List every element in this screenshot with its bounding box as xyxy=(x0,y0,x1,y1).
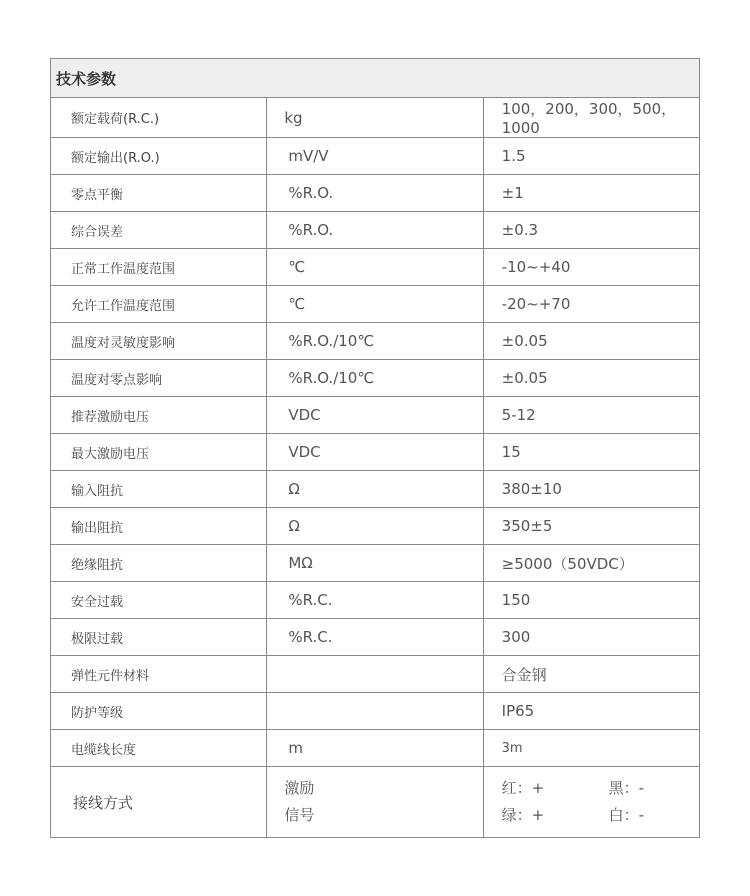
table-row xyxy=(51,286,700,323)
signal-positive: 绿：+ xyxy=(501,806,545,824)
param-unit xyxy=(267,656,483,693)
param-value: 100，200，300，500，1000 xyxy=(483,98,699,138)
wiring-units xyxy=(267,767,483,838)
table-row xyxy=(51,582,700,619)
table-row xyxy=(51,138,700,175)
wiring-name: 接线方式 xyxy=(51,767,267,838)
param-value: ±0.05 xyxy=(483,323,699,360)
param-name: 温度对灵敏度影响 xyxy=(51,323,267,360)
param-value: 300 xyxy=(483,619,699,656)
table-row xyxy=(51,508,700,545)
table-row xyxy=(51,212,700,249)
table-row xyxy=(51,249,700,286)
param-unit xyxy=(267,693,483,730)
table-header-row xyxy=(51,59,700,98)
table-row xyxy=(51,693,700,730)
param-name: 绝缘阻抗 xyxy=(51,545,267,582)
wiring-unit-signal: 信号 xyxy=(284,806,315,824)
table-row xyxy=(51,434,700,471)
param-value: 15 xyxy=(483,434,699,471)
signal-colors xyxy=(502,802,699,829)
param-value: 5-12 xyxy=(483,397,699,434)
table-row xyxy=(51,98,700,138)
table-row xyxy=(51,397,700,434)
table-row xyxy=(51,175,700,212)
excitation-positive: 红：+ xyxy=(501,779,545,797)
param-name: 输出阻抗 xyxy=(51,508,267,545)
param-value: 350±5 xyxy=(483,508,699,545)
param-name: 额定输出(R.O.) xyxy=(51,138,267,175)
table-row xyxy=(51,323,700,360)
table-row xyxy=(51,360,700,397)
signal-negative: 白：- xyxy=(608,806,645,824)
wiring-row xyxy=(51,767,700,838)
param-unit: VDC xyxy=(267,397,483,434)
param-name: 零点平衡 xyxy=(51,175,267,212)
spec-table xyxy=(50,58,700,838)
param-name: 正常工作温度范围 xyxy=(51,249,267,286)
param-name: 输入阻抗 xyxy=(51,471,267,508)
param-unit: ℃ xyxy=(267,249,483,286)
param-name: 极限过载 xyxy=(51,619,267,656)
excitation-colors xyxy=(502,775,699,802)
wiring-colors xyxy=(483,767,699,838)
param-name: 弹性元件材料 xyxy=(51,656,267,693)
table-row xyxy=(51,545,700,582)
table-row xyxy=(51,730,700,767)
param-unit: kg xyxy=(267,98,483,138)
table-row xyxy=(51,471,700,508)
param-unit: Ω xyxy=(267,471,483,508)
param-name: 电缆线长度 xyxy=(51,730,267,767)
param-unit: MΩ xyxy=(267,545,483,582)
param-unit: %R.O. xyxy=(267,212,483,249)
param-name: 综合误差 xyxy=(51,212,267,249)
table-row xyxy=(51,619,700,656)
param-unit: %R.O./10℃ xyxy=(267,360,483,397)
param-value: 1.5 xyxy=(483,138,699,175)
param-unit: %R.C. xyxy=(267,582,483,619)
param-name: 最大激励电压 xyxy=(51,434,267,471)
param-value: ±0.05 xyxy=(483,360,699,397)
param-value: 合金钢 xyxy=(483,656,699,693)
param-value: IP65 xyxy=(483,693,699,730)
param-unit: Ω xyxy=(267,508,483,545)
param-unit: mV/V xyxy=(267,138,483,175)
param-name: 防护等级 xyxy=(51,693,267,730)
param-unit: %R.O./10℃ xyxy=(267,323,483,360)
section-title: 技术参数 xyxy=(51,59,700,98)
param-name: 安全过载 xyxy=(51,582,267,619)
excitation-negative: 黑：- xyxy=(608,779,645,797)
param-value: -10~+40 xyxy=(483,249,699,286)
param-name: 额定载荷(R.C.) xyxy=(51,98,267,138)
param-unit: %R.C. xyxy=(267,619,483,656)
table-row xyxy=(51,656,700,693)
param-unit: ℃ xyxy=(267,286,483,323)
param-value: 150 xyxy=(483,582,699,619)
param-unit: m xyxy=(267,730,483,767)
param-name: 允许工作温度范围 xyxy=(51,286,267,323)
param-name: 温度对零点影响 xyxy=(51,360,267,397)
param-value: 380±10 xyxy=(483,471,699,508)
param-value: ≥5000（50VDC） xyxy=(483,545,699,582)
wiring-unit-excitation: 激励 xyxy=(284,779,315,797)
param-unit: VDC xyxy=(267,434,483,471)
param-value: ±1 xyxy=(483,175,699,212)
param-name: 推荐激励电压 xyxy=(51,397,267,434)
param-value: -20~+70 xyxy=(483,286,699,323)
param-value: 3m xyxy=(483,730,699,767)
param-value: ±0.3 xyxy=(483,212,699,249)
param-unit: %R.O. xyxy=(267,175,483,212)
